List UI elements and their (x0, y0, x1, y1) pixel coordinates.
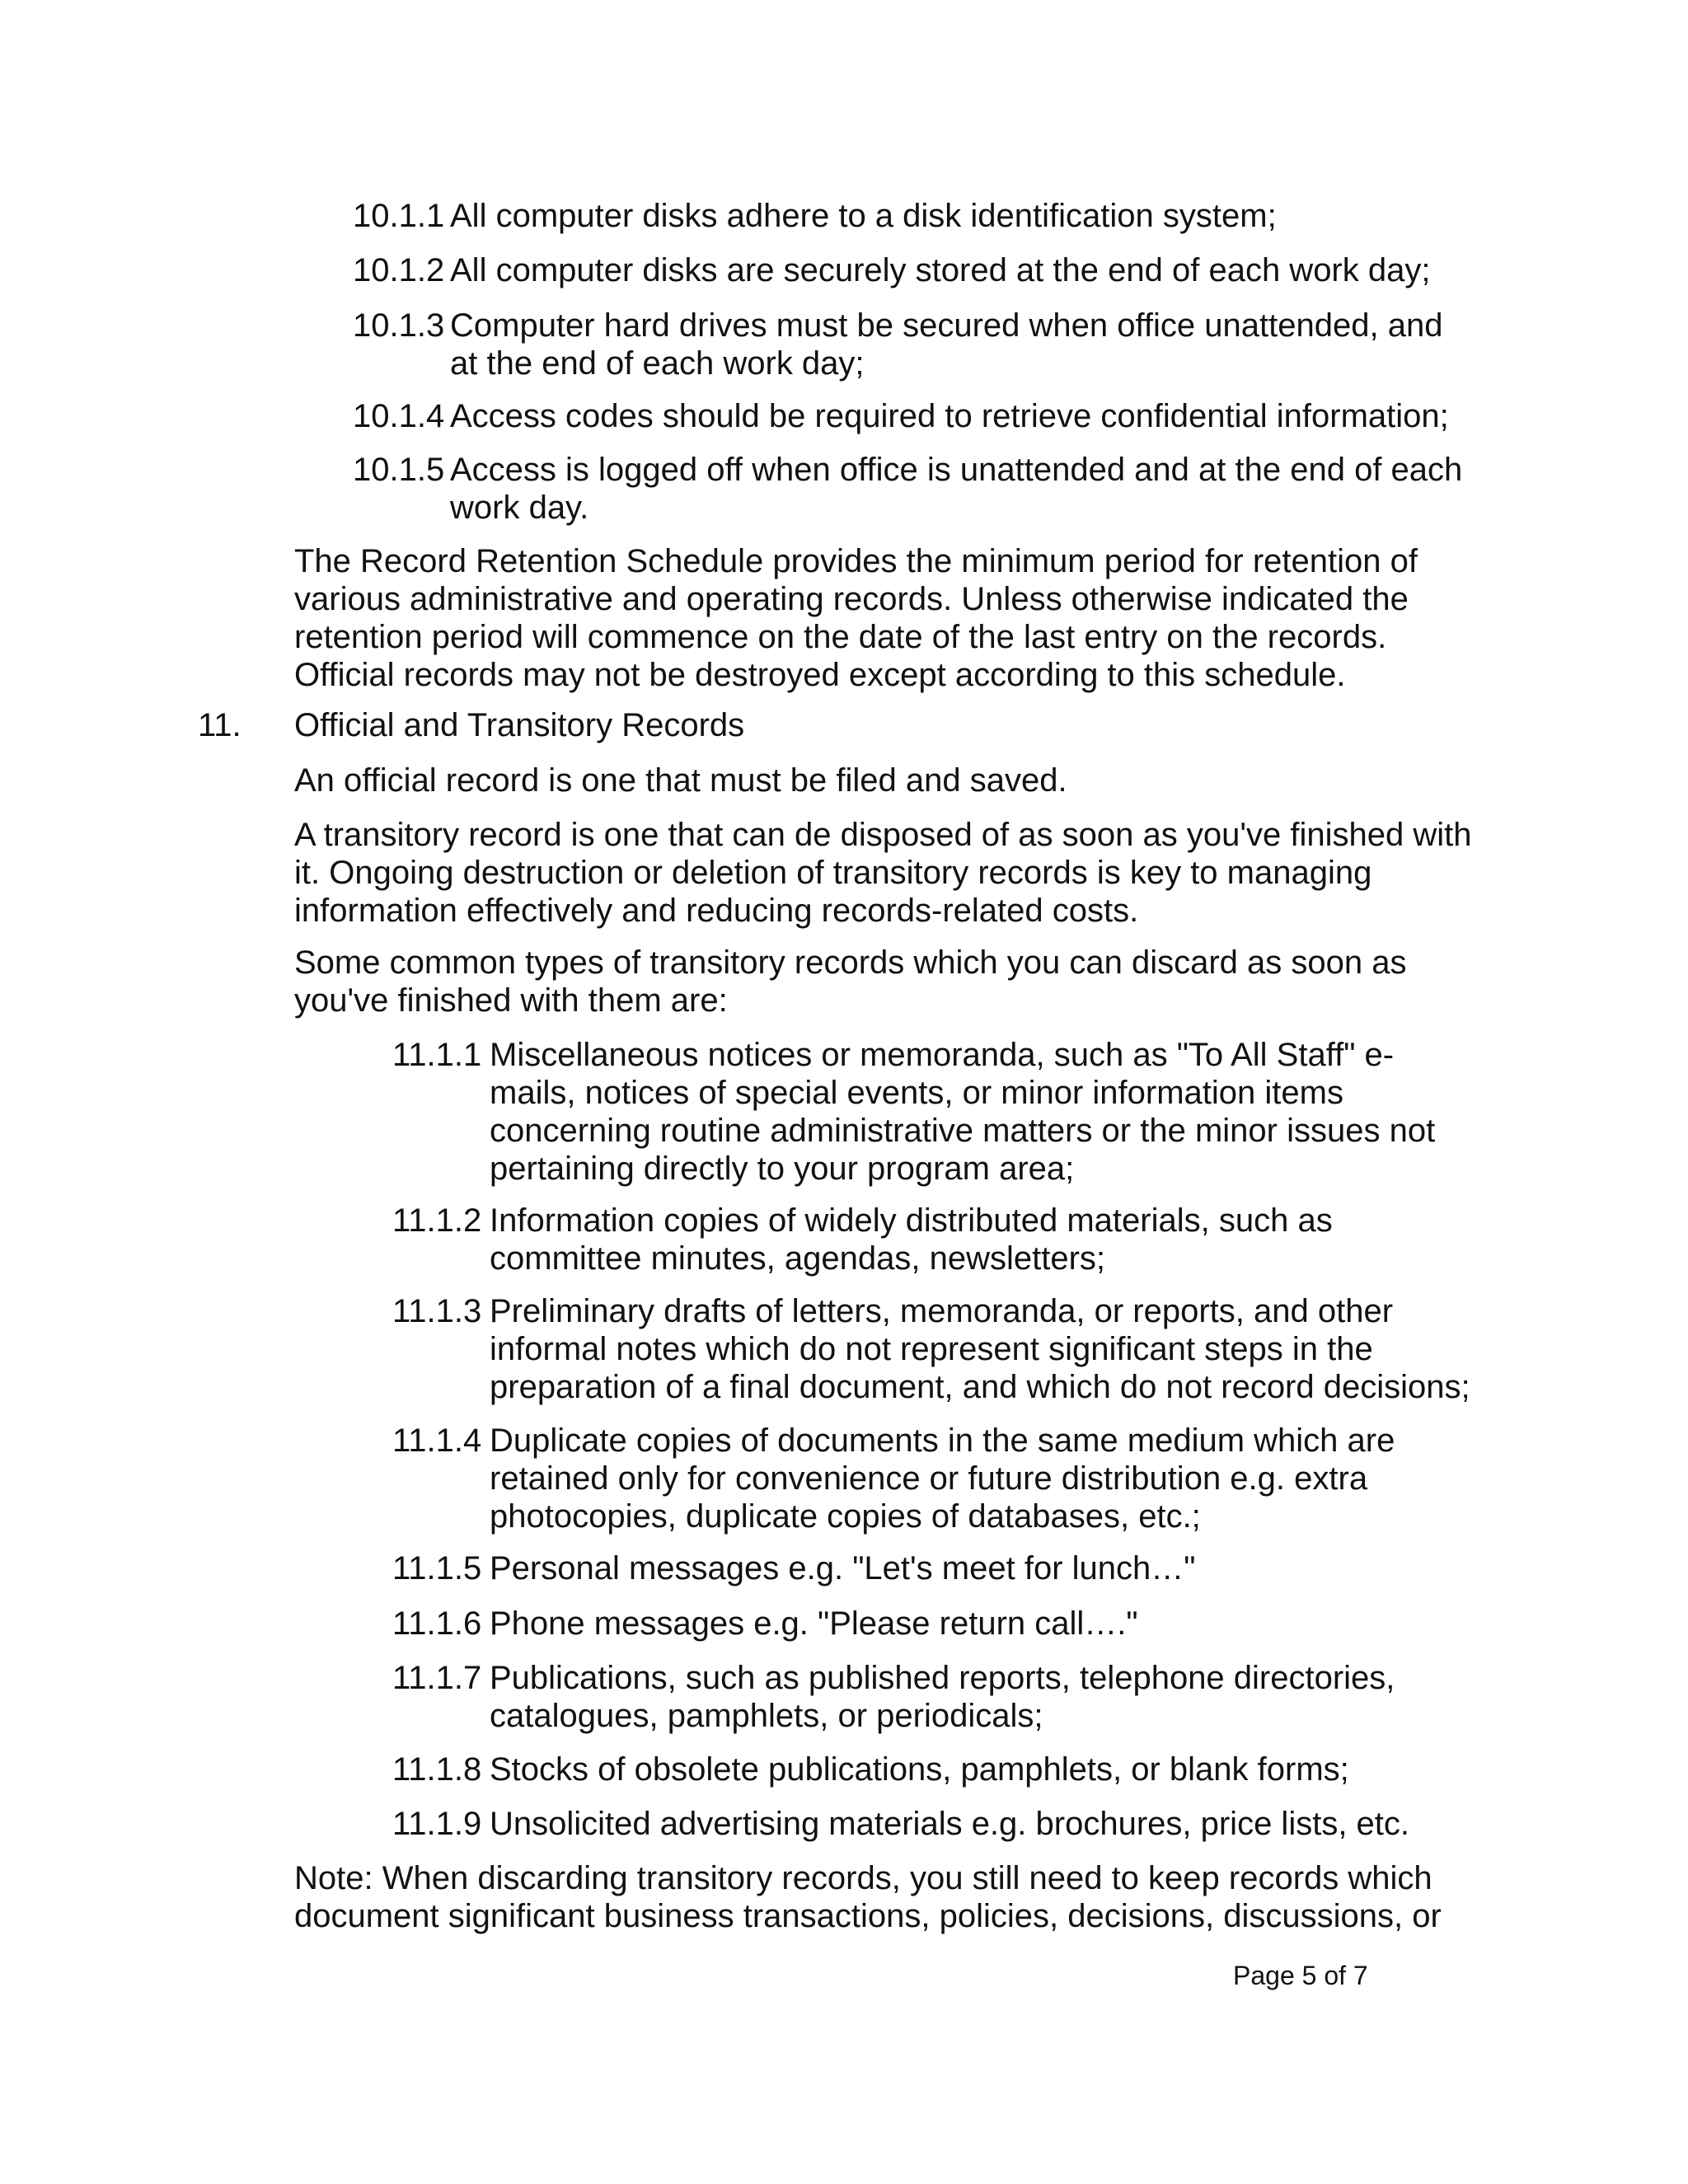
item-number: 11.1.3 (392, 1293, 482, 1329)
list-item-11-1-6 (392, 1605, 1513, 1643)
section-number: 11. (198, 707, 241, 743)
item-text: Personal messages e.g. "Let's meet for lunch…" (490, 1550, 1196, 1586)
transitory-record-paragraph: A transitory record is one that can de disposed of as soon as you've finished with it. Ongoing destruction or deletion of transitory records is key to managing information effectively and reducing records-related costs. (294, 817, 1472, 929)
list-item-11-1-8 (392, 1750, 1513, 1788)
item-number: 10.1.3 (353, 307, 445, 344)
section-title: Official and Transitory Records (294, 707, 745, 743)
list-item-10-1-3 (353, 307, 1457, 382)
section-11-heading (198, 706, 1434, 744)
item-text: Access is logged off when office is unattended and at the end of each work day. (450, 452, 1463, 526)
official-record-paragraph: An official record is one that must be filed and saved. (294, 762, 1067, 799)
common-types-paragraph: Some common types of transitory records which you can discard as soon as you've finished with them are: (294, 944, 1407, 1019)
item-text: Computer hard drives must be secured when office unattended, and at the end of each work day; (450, 307, 1443, 382)
item-number: 11.1.4 (392, 1422, 482, 1459)
item-text: All computer disks adhere to a disk identification system; (450, 198, 1277, 234)
item-text: Stocks of obsolete publications, pamphlets, or blank forms; (490, 1751, 1349, 1788)
item-text: Phone messages e.g. "Please return call…." (490, 1605, 1138, 1642)
item-number: 11.1.9 (392, 1806, 482, 1842)
list-item-11-1-9 (392, 1805, 1513, 1843)
note-paragraph: Note: When discarding transitory records, you still need to keep records which document significant business transactions, policies, decisions, discussions, or (294, 1860, 1442, 1934)
list-item-11-1-4 (392, 1422, 1456, 1535)
list-item-10-1-4 (353, 397, 1507, 435)
item-text: Miscellaneous notices or memoranda, such as "To All Staff" e-mails, notices of special events, or minor information items concerning routine administrative matters or the minor issues not pertaining directly to your program area; (490, 1037, 1436, 1187)
item-number: 10.1.2 (353, 252, 445, 288)
item-text: Access codes should be required to retrieve confidential information; (450, 398, 1449, 434)
item-number: 11.1.2 (392, 1202, 482, 1239)
list-item-10-1-2 (353, 251, 1507, 289)
retention-schedule-paragraph: The Record Retention Schedule provides the minimum period for retention of various administrative and operating records. Unless otherwise indicated the retention period will commence on the date of the last entry on the records. Official records may not be destroyed except according to this schedule. (294, 543, 1418, 693)
item-text: Information copies of widely distributed materials, such as committee minutes, agendas, newsletters; (490, 1202, 1333, 1277)
item-text: Publications, such as published reports, telephone directories, catalogues, pamphlets, or periodicals; (490, 1660, 1395, 1734)
item-text: Unsolicited advertising materials e.g. brochures, price lists, etc. (490, 1806, 1410, 1842)
list-item-11-1-7 (392, 1659, 1456, 1735)
list-item-10-1-1 (353, 197, 1507, 235)
list-item-11-1-3 (392, 1292, 1480, 1406)
page-number-footer: Page 5 of 7 (1233, 1961, 1368, 1990)
item-text: Preliminary drafts of letters, memoranda, or reports, and other informal notes which do not represent significant steps in the preparation of a final document, and which do not record decisions; (490, 1293, 1470, 1405)
list-item-11-1-2 (392, 1202, 1414, 1277)
item-number: 10.1.5 (353, 452, 445, 488)
item-number: 11.1.7 (392, 1660, 482, 1696)
list-item-11-1-1 (392, 1036, 1472, 1188)
item-text: Duplicate copies of documents in the same medium which are retained only for convenience or future distribution e.g. extra photocopies, duplicate copies of databases, etc.; (490, 1422, 1395, 1535)
item-number: 11.1.6 (392, 1605, 482, 1642)
item-number: 11.1.1 (392, 1037, 482, 1073)
list-item-10-1-5 (353, 451, 1490, 527)
list-item-11-1-5 (392, 1549, 1513, 1587)
item-number: 10.1.4 (353, 398, 445, 434)
item-text: All computer disks are securely stored at the end of each work day; (450, 252, 1431, 288)
item-number: 10.1.1 (353, 198, 445, 234)
item-number: 11.1.8 (392, 1751, 482, 1788)
item-number: 11.1.5 (392, 1550, 482, 1586)
